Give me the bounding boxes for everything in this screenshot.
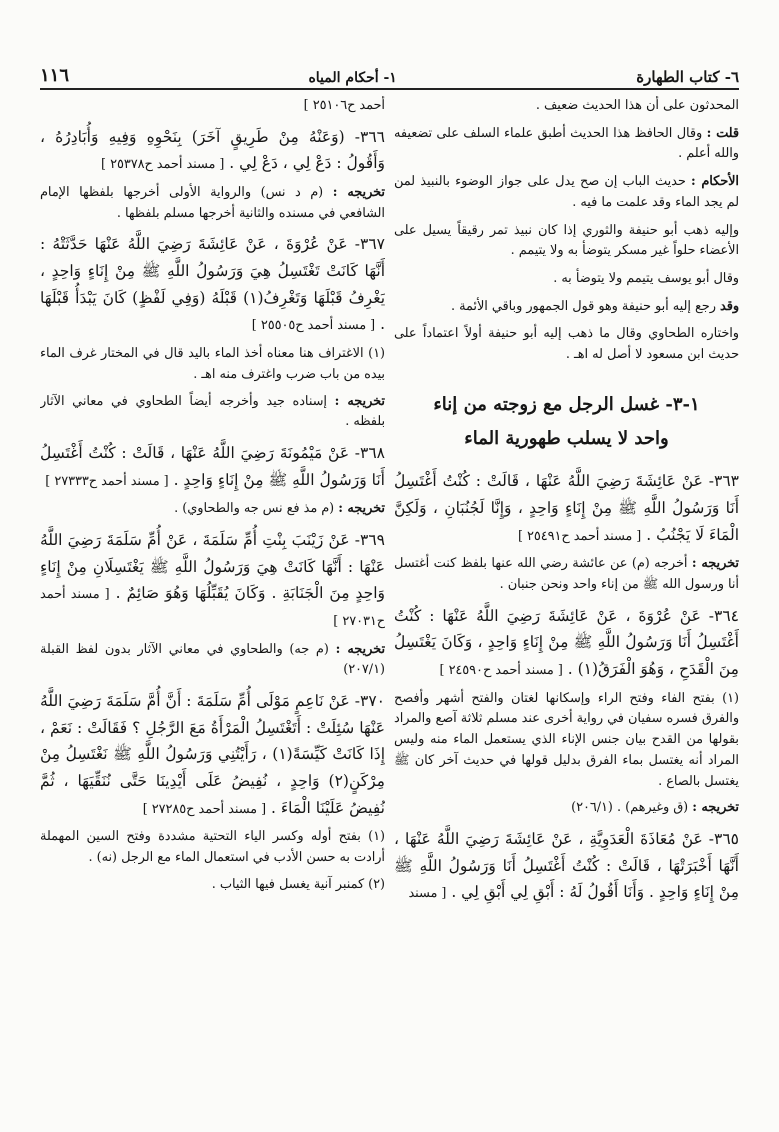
hadith-text: ٣٦٩- عَنْ زَيْنَبَ بِنْتِ أُمِّ سَلَمَةَ ، عَنْ أُمِّ سَلَمَةَ رَضِيَ اللَّهُ عَنْهَا : أَنَّهَا كَانَتْ هِيَ وَرَسُولُ اللَّهِ ﷺ يَغْتَسِلَانِ مِنْ إِنَاءٍ وَاحِدٍ مِنَ الْجَنَابَةِ . وَكَانَ يُقَبِّلُهَا وَهُوَ صَائِمٌ . <box>40 531 385 603</box>
hadith-reference: [ مسند أحمد ح٢٥٤٩١ ] <box>517 528 642 544</box>
chapter-heading-line: ١-٣- غسل الرجل مع زوجته من إناء <box>433 393 700 415</box>
takhrij <box>394 798 739 819</box>
qult-label: قلت : <box>706 125 739 141</box>
hadith-reference: [ مسند أحمد ح٢٧٠٣١ ] <box>40 587 385 629</box>
hadith-text: ٣٦٦- (وَعَنْهُ مِنْ طَرِيقٍ آخَرَ) بِنَحْوِهِ وَفِيهِ وَأُبَادِرُهُ ، وَأَقُولُ : دَعْ لِي ، دَعْ لِي . <box>40 127 385 173</box>
hadith-370 <box>40 688 385 821</box>
hadith-text: ٣٦٤- عَنْ عُرْوَةَ ، عَنْ عَائِشَةَ رَضِيَ اللَّهُ عَنْهَا : كُنْتُ أَغْتَسِلُ أَنَا وَرَسُولُ اللَّهِ ﷺ مِنْ إِنَاءٍ وَاحِدٍ ، وَكَانَ يَغْتَسِلُ مِنَ الْقَدَحِ ، وَهُوَ الْفَرَقُ(١) . <box>394 606 739 678</box>
footnote: (١) الاغتراف هنا معناه أخذ الماء باليد قال في المختار غرف الماء بيده من باب ضرب واغترف منه اهـ . <box>40 346 385 382</box>
takhrij <box>40 640 385 681</box>
hadith-reference: [ مسند أحمد ح٢٤٥٩٠ ] <box>439 663 563 678</box>
paragraph <box>394 297 739 318</box>
hadith-text: ٣٦٣- عَنْ عَائِشَةَ رَضِيَ اللَّهُ عَنْهَا ، قَالَتْ : كُنْتُ أَغْتَسِلُ أَنَا وَرَسُولُ اللَّهِ ﷺ مِنْ إِنَاءٍ وَاحِدٍ ، وَإِنَّا لَجُنُبَانِ ، وَلَكِنَّ الْمَاءَ لَا يَجْنُبُ . <box>394 472 739 544</box>
hadith-text: ٣٦٥- عَنْ مُعَاذَةَ الْعَدَوِيَّةِ ، عَنْ عَائِشَةَ رَضِيَ اللَّهُ عَنْهَا ، أَنَّهَا أَخْبَرَتْهَا ، قَالَتْ : كُنْتُ أَغْتَسِلُ أَنَا وَرَسُولُ اللَّهِ ﷺ مِنْ إِنَاءٍ وَاحِدٍ . وَأَنَا أَقُولُ لَهُ : أَبْقِ لِي أَبْقِ لِي . <box>394 829 739 902</box>
paragraph-lead: وقد <box>719 298 739 314</box>
hadith-reference: [ مسند أحمد ح٢٧٢٨٥ ] <box>142 801 267 817</box>
hadith-369 <box>40 527 385 634</box>
chapter-heading <box>394 388 739 456</box>
hadith-367 <box>40 231 385 338</box>
right-column <box>394 96 739 1106</box>
header-rule <box>40 88 739 90</box>
paragraph: وقال أبو يوسف يتيمم ولا يتوضأ به . <box>553 271 739 287</box>
hadith-reference: [ مسند أحمد ح٢٥٣٧٨ ] <box>101 157 225 173</box>
section-title: ١- أحكام المياه <box>308 70 397 86</box>
hadith-368 <box>40 440 385 493</box>
paragraph-text: وقال الحافظ هذا الحديث أطبق علماء السلف على تضعيفه والله أعلم . <box>394 125 739 162</box>
takhrij-label: تخريجه : <box>332 185 385 201</box>
paragraph: وإليه ذهب أبو حنيفة والثوري إذا كان نبيذ تمر رقيقاً يسيل على الأعضاء حلواً غير مسكر يتوضأ به ولا يتيمم . <box>394 222 739 259</box>
takhrij-text: (ق وغيرهم) . (٢٠٦/١) <box>571 800 689 816</box>
takhrij-text: إسناده جيد وأخرجه أيضاً الطحاوي في معاني الآثار بلفظه . <box>40 393 385 430</box>
takhrij-text: أخرجه (م) عن عائشة رضي الله عنها بلفظ كنت أغتسل أنا ورسول الله ﷺ من إناء واحد ونحن جنبان . <box>394 556 739 592</box>
left-column <box>40 96 385 1106</box>
hadith-364 <box>394 603 739 683</box>
paragraph: واختاره الطحاوي وقال ما ذهب إليه أبو حنيفة أولاً اعتماداً على حديث ابن مسعود لا أصل له اهـ . <box>394 326 739 363</box>
hadith-reference: [ مسند أحمد ح٢٧٣٣٣ ] <box>45 473 169 489</box>
paragraph <box>394 124 739 165</box>
takhrij-text: (م د نس) والرواية الأولى أخرجها بلفظها الإمام الشافعي في مسنده والثانية أخرجها مسلم بلفظها . <box>40 185 385 221</box>
hadith-text: ٣٦٨- عَنْ مَيْمُونَةَ رَضِيَ اللَّهُ عَنْهَا ، قَالَتْ : كُنْتُ أَغْتَسِلُ أَنَا وَرَسُولُ اللَّهِ ﷺ مِنْ إِنَاءٍ وَاحِدٍ . <box>40 443 385 489</box>
ahkam-label: الأحكام : <box>691 174 739 190</box>
takhrij-label: تخريجه : <box>334 393 385 409</box>
takhrij-label: تخريجه : <box>692 800 739 816</box>
takhrij-text: (م جه) والطحاوي في معاني الآثار بدون لفظ القبلة (٢٠٧/١) <box>40 641 385 678</box>
takhrij <box>40 499 385 520</box>
takhrij-label: تخريجه : <box>691 556 739 572</box>
takhrij <box>40 392 385 433</box>
paragraph: المحدثون على أن هذا الحديث ضعيف . <box>535 98 739 113</box>
chapter-heading-line: واحد لا يسلب طهورية الماء <box>464 428 669 450</box>
footnote: (١) بفتح الفاء وفتح الراء وإسكانها لغتان والفتح أشهر وأفصح والفرق فسره سفيان في رواية أخرى عند مسلم ثلاثة آصع والمراد بقولها من القدح بيان جنس الإناء الذي يستعمل الماء منه وليس المراد أنه يغتسل بماء الفرق بدليل قولها في حديث آخر كان ﷺ يغتسل بالصاع . <box>394 690 739 789</box>
footnote: (١) بفتح أوله وكسر الياء التحتية مشددة وفتح السين المهملة أرادت به حسن الأدب في استعمال الماء مع الرجل (نه) . <box>40 829 385 866</box>
hadith-363 <box>394 468 739 548</box>
paragraph-text: رجع إليه أبو حنيفة وهو قول الجمهور وباقي الأئمة . <box>450 298 716 314</box>
takhrij-text: (م مذ فع نس جه والطحاوي) . <box>174 501 335 517</box>
hadith-366 <box>40 124 385 177</box>
takhrij <box>394 554 739 595</box>
takhrij-label: تخريجه : <box>338 501 385 517</box>
footnote: (٢) كمنبر آنية يغسل فيها الثياب . <box>211 876 385 892</box>
takhrij <box>40 183 385 224</box>
hadith-365 <box>394 826 739 906</box>
page-number: ١١٦ <box>40 65 70 86</box>
hadith-reference: [ مسند <box>408 886 447 902</box>
paragraph-text: حديث الباب إن صح يدل على جواز الوضوء بالنبيذ لمن لم يجد الماء وقد علمت ما فيه . <box>394 174 739 210</box>
hadith-reference-continued: أحمد ح٢٥١٠٦ ] <box>303 98 385 113</box>
paragraph <box>394 172 739 213</box>
takhrij-label: تخريجه : <box>335 641 385 657</box>
running-header <box>40 58 739 86</box>
hadith-text: ٣٦٧- عَنْ عُرْوَةَ ، عَنْ عَائِشَةَ رَضِيَ اللَّهُ عَنْهَا حَدَّثَتْهُ : أَنَّهَا كَانَتْ تَغْتَسِلُ هِيَ وَرَسُولُ اللَّهِ ﷺ مِنْ إِنَاءٍ وَاحِدٍ ، يَغْرِفُ قَبْلَهَا وَتَغْرِفُ(١) قَبْلَهُ (وَفِي لَفْظٍ) كَانَ يَبْدَأُ قَبْلَهَا . <box>40 235 385 334</box>
book-title: ٦- كتاب الطهارة <box>636 68 739 86</box>
hadith-text: ٣٧٠- عَنْ نَاعِمٍ مَوْلَى أُمِّ سَلَمَةَ : أَنَّ أُمَّ سَلَمَةَ رَضِيَ اللَّهُ عَنْهَا سُئِلَتْ : أَتَغْتَسِلُ الْمَرْأَةُ مَعَ الرَّجُلِ ؟ فَقَالَتْ : نَعَمْ ، إِذَا كَانَتْ كَيِّسَةً(١) ، رَأَيْتُنِي وَرَسُولُ اللَّهِ ﷺ نَغْتَسِلُ مِنْ مِرْكَنٍ(٢) وَاحِدٍ ، نُفِيضُ عَلَى أَيْدِينَا حَتَّى نُنَقِّيَهَا ، ثُمَّ نُفِيضُ عَلَيْنَا الْمَاءَ . <box>40 692 385 817</box>
hadith-reference: [ مسند أحمد ح٢٥٥٠٥ ] <box>251 318 376 334</box>
